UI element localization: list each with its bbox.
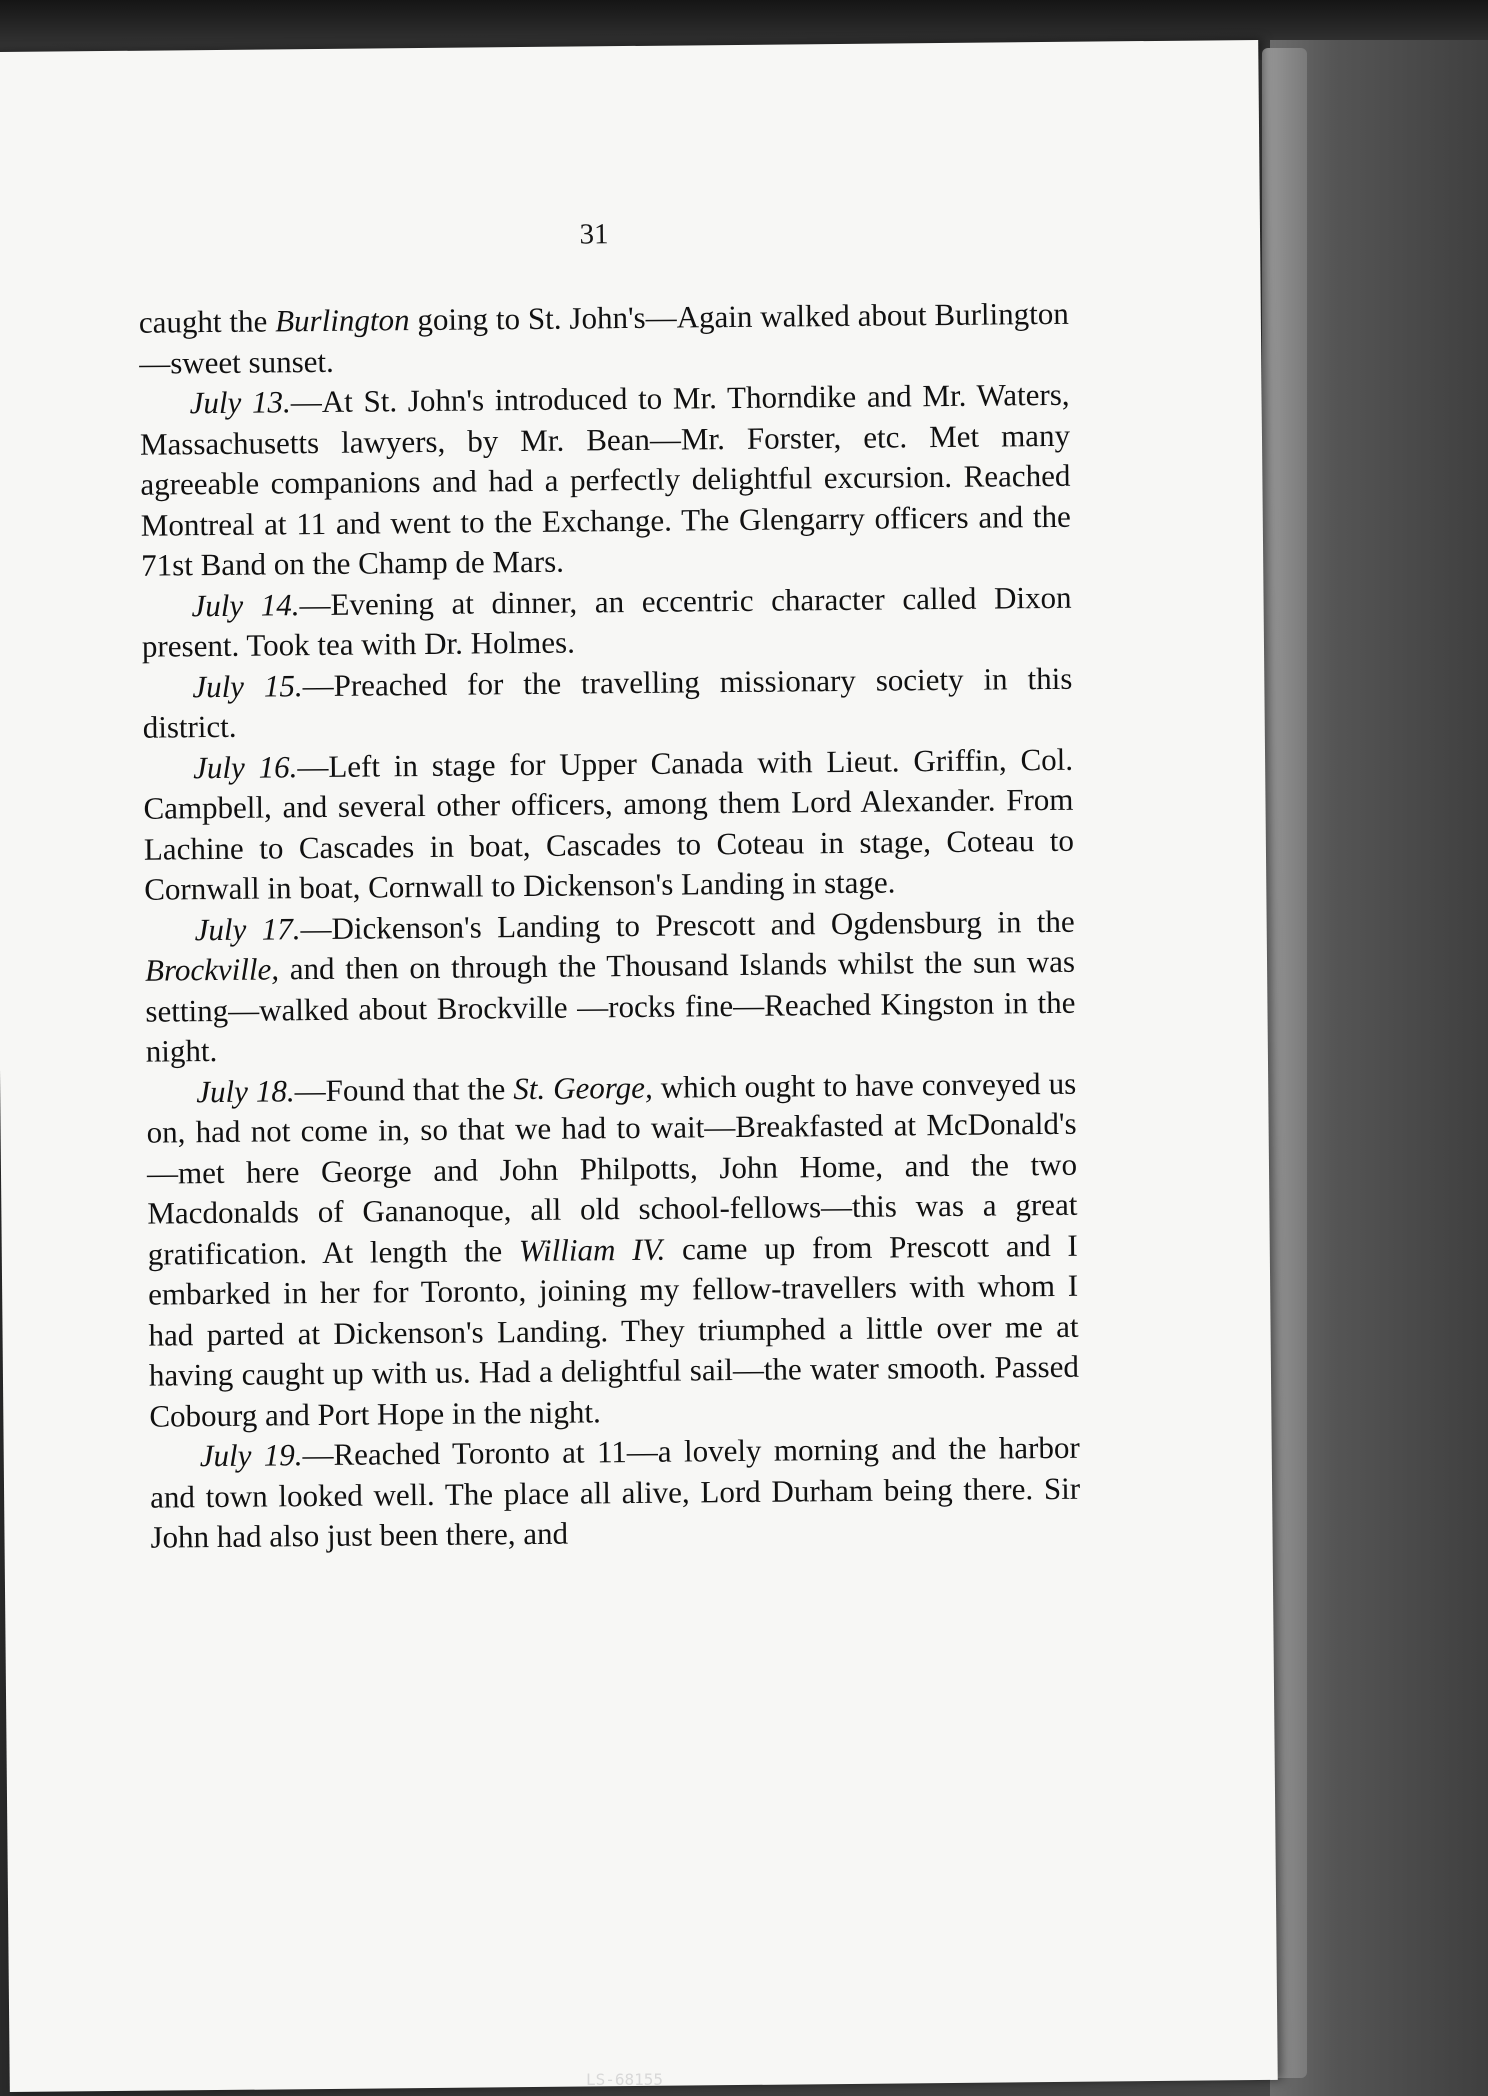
paragraph — [139, 294, 1070, 384]
text-run: —Dickenson's Landing to Prescott and Ogdensburg in the — [300, 903, 1075, 946]
body-text — [139, 294, 1081, 1558]
diary-entry — [146, 1063, 1079, 1436]
diary-entry — [144, 901, 1076, 1072]
entry-date: July 15. — [192, 667, 303, 704]
ship-name: William IV. — [518, 1231, 666, 1268]
entry-date: July 19. — [199, 1437, 303, 1474]
entry-date: July 16. — [192, 748, 298, 785]
text-run: —Reached Toronto at 11—a lovely morning and the harbor and town looked well. The place all alive, Lord Durham being there. Sir John had also just been there, and — [149, 1429, 1081, 1555]
text-run: caught the — [138, 303, 276, 340]
diary-entry — [139, 375, 1071, 586]
page-number: 31 — [579, 218, 609, 251]
entry-date: July 17. — [194, 910, 301, 947]
text-run: —Left in stage for Upper Canada with Lieut. Griffin, Col. Campbell, and several other officers, among them Lord Alexander. From Lachine to Cascades in boat, Cascades to Coteau in stage, Coteau to Cornwall in boat, Cornwall to Dickenson's Landing in stage. — [143, 741, 1075, 907]
text-run: and then on through the Thousand Islands whilst the sun was setting—walked about Brockville —rocks fine—Reached Kingston in the night. — [145, 943, 1076, 1069]
text-run: going to St. John's—Again walked about Burlington—sweet sunset. — [139, 295, 1069, 381]
archive-stamp: LS-68155 — [586, 2070, 664, 2089]
diary-entry — [150, 1428, 1081, 1558]
entry-date: July 14. — [191, 586, 300, 623]
entry-date: July 13. — [189, 384, 291, 421]
text-run: —Evening at dinner, an eccentric character called Dixon present. Took tea with Dr. Holmes. — [141, 579, 1072, 664]
ship-name: Burlington — [274, 302, 410, 339]
entry-date: July 18. — [196, 1072, 295, 1109]
text-run: —At St. John's introduced to Mr. Thorndike and Mr. Waters, Massachusetts lawyers, by Mr. Bean—Mr. Forster, etc. Met many agreeable companions and had a perfectly delightful excursion. Reached Montreal at 11 and went to the Exchange. The Glengarry officers and the 71st Band on the Champ de Mars. — [139, 376, 1071, 583]
book-page — [0, 40, 1278, 2092]
diary-entry — [141, 577, 1072, 667]
ship-name: Brockville, — [144, 951, 280, 988]
text-run: came up from Prescott and I embarked in her for Toronto, joining my fellow-travellers with whom I had parted at Dickenson's Landing. They triumphed a little over me at having caught up with us. Had a delightful sail—the water smooth. Passed Cobourg and Port Hope in the night. — [147, 1227, 1080, 1434]
diary-entry — [143, 739, 1075, 910]
text-run: which ought to have conveyed us on, had not come in, so that we had to wait—Breakfasted at McDonald's—met here George and John Philpotts, John Home, and the two Macdonalds of Gananoque, all old school-fellows—this was a great gratification. At length the — [146, 1065, 1078, 1272]
ship-name: St. George, — [513, 1069, 653, 1106]
text-run: —Preached for the travelling missionary society in this district. — [142, 660, 1073, 745]
diary-entry — [142, 658, 1073, 748]
text-run: —Found that the — [294, 1070, 514, 1108]
